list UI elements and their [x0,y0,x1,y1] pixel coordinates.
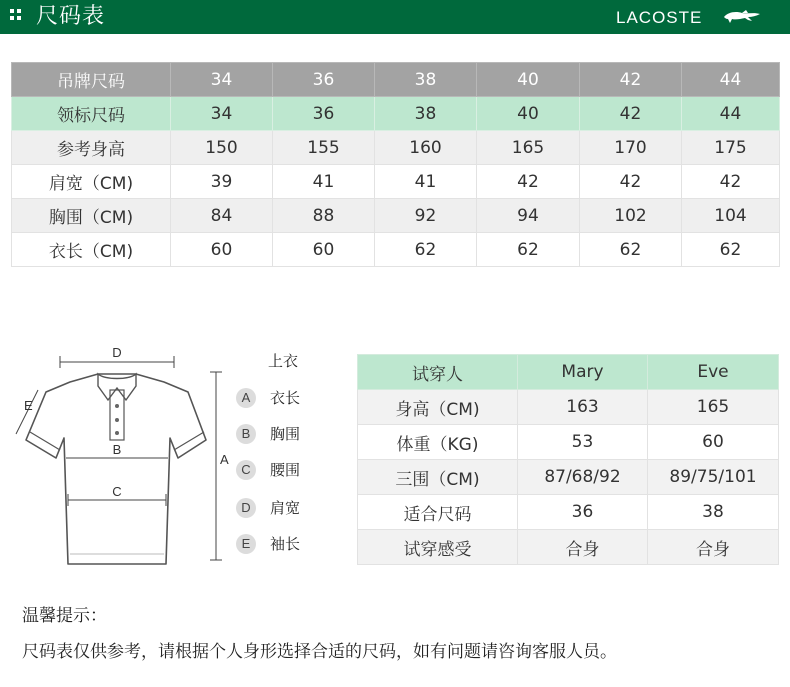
table-cell: 165 [648,390,779,425]
page-title: 尺码表 [36,4,106,29]
table-cell: 87/68/92 [518,460,648,495]
table-cell: 36 [518,495,648,530]
table-cell: 42 [682,165,780,199]
table-cell: 102 [580,199,682,233]
size-table-row [12,63,780,97]
table-cell: 38 [375,63,477,97]
try-on-table-row [358,530,779,565]
table-cell: 34 [171,63,273,97]
table-cell: 88 [273,199,375,233]
brand-name: LACOSTE [616,8,703,27]
row-header-cell: 胸围（CM) [12,199,171,233]
note-title: 温馨提示： [22,606,107,626]
size-table-row [12,233,780,267]
table-cell: 53 [518,425,648,460]
legend-label-d: 肩宽 [270,499,301,517]
label-a: A [220,452,229,467]
table-cell: 89/75/101 [648,460,779,495]
table-cell: 36 [273,63,375,97]
table-cell: 38 [375,97,477,131]
header-bar [0,0,790,34]
try-on-table-row [358,390,779,425]
table-cell: 160 [375,131,477,165]
legend-label-c: 腰围 [270,461,301,479]
try-on-table [357,354,779,565]
try-on-table-row [358,425,779,460]
legend-label-b: 胸围 [270,425,301,443]
table-cell: 39 [171,165,273,199]
table-cell: 104 [682,199,780,233]
legend-key-a: A [236,388,256,408]
legend-title: 上衣 [268,352,299,370]
row-header-cell: 参考身高 [12,131,171,165]
table-cell: 62 [375,233,477,267]
table-cell: 62 [580,233,682,267]
legend-key-c: C [236,460,256,480]
size-table-row [12,131,780,165]
row-header-cell: 身高（CM) [358,390,518,425]
legend-label-e: 袖长 [270,535,301,553]
table-cell: 38 [648,495,779,530]
size-table-row [12,165,780,199]
table-cell: 40 [477,97,580,131]
table-cell: Mary [518,355,648,390]
table-cell: 44 [682,97,780,131]
legend-key-e: E [236,534,256,554]
try-on-table-row [358,495,779,530]
row-header-cell: 适合尺码 [358,495,518,530]
row-header-cell: 肩宽（CM) [12,165,171,199]
label-d: D [112,345,122,360]
try-on-table-row [358,355,779,390]
legend-key-d: D [236,498,256,518]
row-header-cell: 领标尺码 [12,97,171,131]
size-table-row [12,199,780,233]
table-cell: 42 [580,97,682,131]
table-cell: 150 [171,131,273,165]
table-cell: 94 [477,199,580,233]
crocodile-logo-icon [722,8,762,26]
table-cell: 170 [580,131,682,165]
row-header-cell: 试穿人 [358,355,518,390]
table-cell: 42 [580,63,682,97]
label-e: E [24,398,33,413]
table-cell: 155 [273,131,375,165]
table-cell: 165 [477,131,580,165]
legend-label-a: 衣长 [270,389,301,407]
table-cell: 合身 [518,530,648,565]
table-cell: 36 [273,97,375,131]
label-b: B [112,442,122,457]
shirt-measurement-diagram [0,340,240,570]
table-cell: 62 [477,233,580,267]
table-cell: 40 [477,63,580,97]
table-cell: 60 [171,233,273,267]
table-cell: 合身 [648,530,779,565]
grid-dots-icon [10,9,24,23]
table-cell: Eve [648,355,779,390]
table-cell: 44 [682,63,780,97]
size-table-row [12,97,780,131]
row-header-cell: 衣长（CM) [12,233,171,267]
table-cell: 84 [171,199,273,233]
table-cell: 42 [477,165,580,199]
try-on-table-row [358,460,779,495]
size-chart-table [11,62,780,267]
table-cell: 163 [518,390,648,425]
row-header-cell: 吊牌尺码 [12,63,171,97]
table-cell: 42 [580,165,682,199]
table-cell: 62 [682,233,780,267]
note-text: 尺码表仅供参考，请根据个人身形选择合适的尺码，如有问题请咨询客服人员。 [22,642,617,662]
table-cell: 60 [273,233,375,267]
table-cell: 92 [375,199,477,233]
label-c: C [112,484,122,499]
table-cell: 175 [682,131,780,165]
row-header-cell: 三围（CM) [358,460,518,495]
legend-key-b: B [236,424,256,444]
row-header-cell: 试穿感受 [358,530,518,565]
table-cell: 41 [375,165,477,199]
table-cell: 60 [648,425,779,460]
table-cell: 41 [273,165,375,199]
row-header-cell: 体重（KG) [358,425,518,460]
table-cell: 34 [171,97,273,131]
